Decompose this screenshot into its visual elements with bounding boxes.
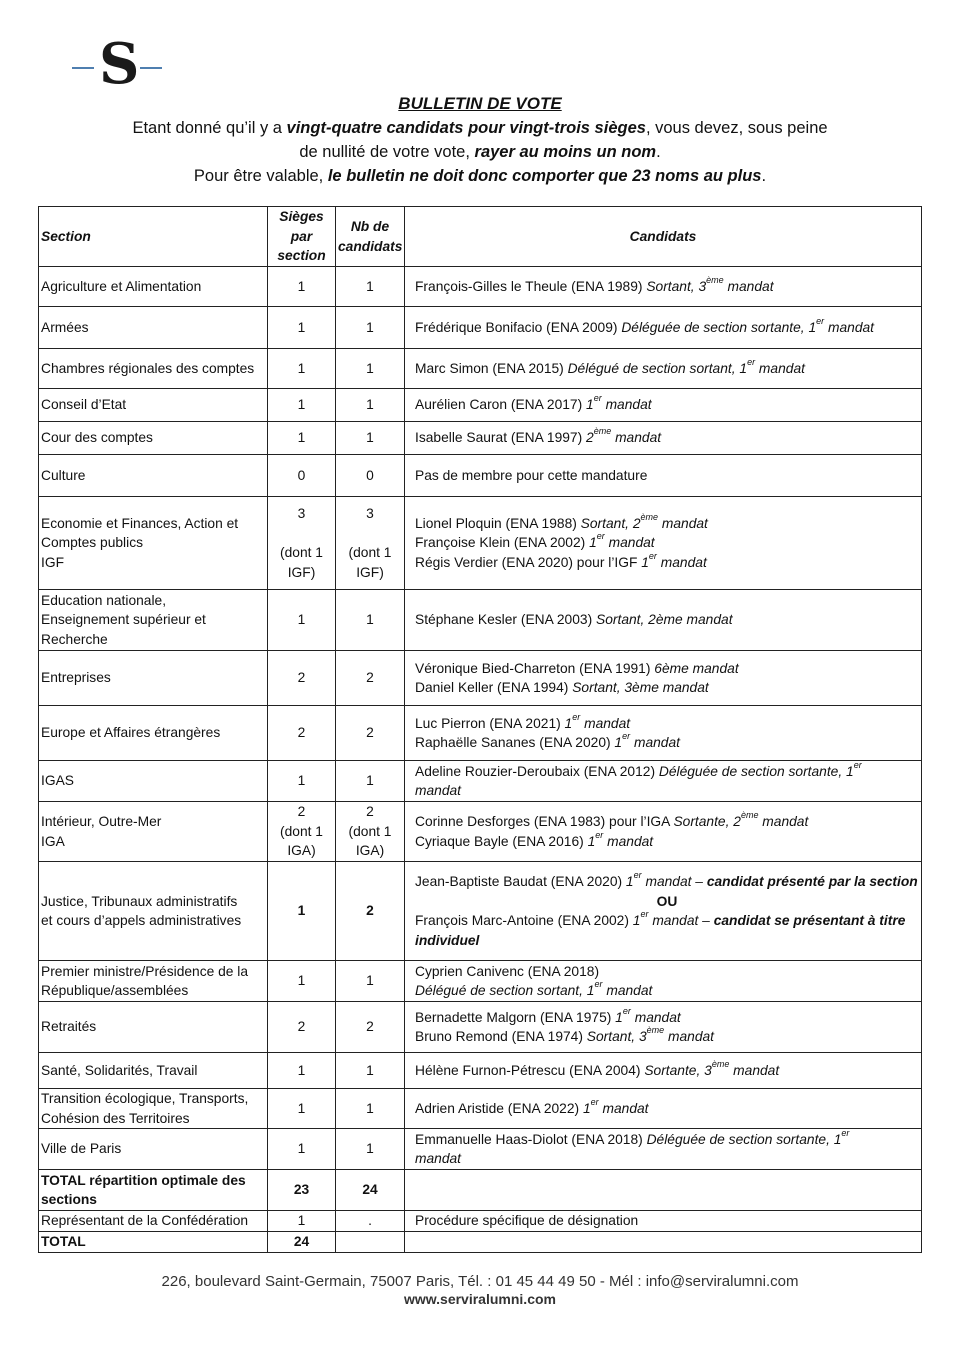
- sieges-cell: 23: [268, 1170, 336, 1211]
- section-cell: Cour des comptes: [39, 422, 268, 455]
- sieges-cell: 1: [268, 590, 336, 651]
- intro-line-1: [40, 116, 920, 140]
- nb-cell: 1: [336, 961, 405, 1002]
- candidate-cell: Adeline Rouzier-Deroubaix (ENA 2012) Déléguée de section sortante, 1er mandat: [405, 761, 922, 802]
- table-row: [39, 307, 922, 349]
- intro-text: .: [761, 167, 767, 185]
- table-row: [39, 1129, 922, 1170]
- sieges-cell: 2: [268, 1002, 336, 1053]
- candidate-cell: François-Gilles le Theule (ENA 1989) Sortant, 3ème mandat: [405, 267, 922, 307]
- nb-cell: 2: [336, 651, 405, 706]
- table-row: [39, 267, 922, 307]
- header-nb-candidats: Nb de candidats: [336, 207, 405, 267]
- nb-cell: 1: [336, 1129, 405, 1170]
- candidate-line: Raphaëlle Sananes (ENA 2020) 1er mandat: [415, 731, 680, 750]
- candidate-line: Régis Verdier (ENA 2020) pour l’IGF 1er mandat: [415, 550, 707, 570]
- intro-text: , vous devez, sous peine: [645, 119, 828, 137]
- candidate-cell: [405, 1002, 922, 1053]
- candidate-cell: Aurélien Caron (ENA 2017) 1er mandat: [405, 389, 922, 422]
- candidate-cell: [405, 802, 922, 862]
- intro-text: Etant donné qu’il y a: [132, 119, 287, 137]
- nb-cell: .: [336, 1211, 405, 1232]
- section-cell: Armées: [39, 307, 268, 349]
- section-cell: Conseil d’Etat: [39, 389, 268, 422]
- nb-cell: 1: [336, 590, 405, 651]
- intro: [40, 92, 920, 188]
- nb-cell: 24: [336, 1170, 405, 1211]
- nb-cell: 1: [336, 307, 405, 349]
- candidate-cell: [405, 1232, 922, 1253]
- table-row: [39, 1089, 922, 1129]
- nb-cell: 1: [336, 267, 405, 307]
- candidate-line: Délégué de section sortant, 1er mandat: [415, 979, 653, 998]
- section-cell: Santé, Solidarités, Travail: [39, 1053, 268, 1089]
- candidate-cell: Marc Simon (ENA 2015) Délégué de section sortant, 1er mandat: [405, 349, 922, 389]
- intro-emphasis: le bulletin ne doit donc comporter que 23 noms au plus: [327, 167, 762, 185]
- nb-cell: 1: [336, 1053, 405, 1089]
- candidate-line: Corinne Desforges (ENA 1983) pour l’IGA Sortante, 2ème mandat: [415, 810, 809, 829]
- table-row: [39, 389, 922, 422]
- candidate-line: Véronique Bied-Charreton (ENA 1991) 6ème mandat: [415, 660, 739, 676]
- sieges-cell: 24: [268, 1232, 336, 1253]
- candidate-line: Bernadette Malgorn (ENA 1975) 1er mandat: [415, 1005, 681, 1025]
- candidate-line: Françoise Klein (ENA 2002) 1er mandat: [415, 531, 655, 551]
- section-cell: Education nationale, Enseignement supérieur et Recherche: [39, 590, 268, 651]
- table-row: [39, 961, 922, 1002]
- nb-cell: 2: [336, 1002, 405, 1053]
- table-row-total: [39, 1232, 922, 1253]
- nb-cell: 1: [336, 349, 405, 389]
- candidate-cell: Pas de membre pour cette mandature: [405, 455, 922, 497]
- nb-cell: 1: [336, 389, 405, 422]
- sieges-cell: 1: [268, 862, 336, 961]
- nb-cell: 1: [336, 422, 405, 455]
- candidate-cell: Isabelle Saurat (ENA 1997) 2ème mandat: [405, 422, 922, 455]
- section-cell: Intérieur, Outre-Mer IGA: [39, 802, 268, 862]
- table-row: [39, 1002, 922, 1053]
- nb-cell: 3 (dont 1 IGF): [336, 497, 405, 590]
- logo-bar-right: [140, 67, 162, 69]
- table-row: [39, 590, 922, 651]
- section-cell: Retraités: [39, 1002, 268, 1053]
- candidate-line: Luc Pierron (ENA 2021) 1er mandat: [415, 711, 631, 731]
- candidate-line: Jean-Baptiste Baudat (ENA 2020) 1er mandat – candidat présenté par la section: [415, 870, 918, 889]
- footer-address: 226, boulevard Saint-Germain, 75007 Paris, Tél. : 01 45 44 49 50 - Mél : info@serviralumni.com: [161, 1273, 799, 1290]
- logo-bar-left: [72, 67, 94, 69]
- nb-cell: 0: [336, 455, 405, 497]
- sieges-cell: 1: [268, 961, 336, 1002]
- intro-emphasis: vingt-quatre candidats pour vingt-trois sièges: [286, 119, 646, 137]
- table-header-row: [39, 207, 922, 267]
- nb-cell: 1: [336, 761, 405, 802]
- candidate-line: Bruno Remond (ENA 1974) Sortant, 3ème mandat: [415, 1025, 714, 1044]
- header-sieges: Sièges par section: [268, 207, 336, 267]
- table-row: [39, 455, 922, 497]
- sieges-cell: 1: [268, 1053, 336, 1089]
- candidate-cell: Adrien Aristide (ENA 2022) 1er mandat: [405, 1089, 922, 1129]
- candidate-line: François Marc-Antoine (ENA 2002) 1er mandat – candidat se présentant à titre individuel: [415, 909, 906, 948]
- intro-emphasis: rayer au moins un nom: [474, 143, 657, 161]
- table-row: [39, 1053, 922, 1089]
- candidate-cell: [405, 1170, 922, 1211]
- nb-cell: [336, 1232, 405, 1253]
- candidate-line: Daniel Keller (ENA 1994) Sortant, 3ème mandat: [415, 680, 709, 695]
- candidate-cell: [405, 862, 922, 961]
- sieges-cell: 2: [268, 706, 336, 761]
- sieges-cell: 1: [268, 1089, 336, 1129]
- sieges-cell: 2: [268, 651, 336, 706]
- intro-text: Pour être valable,: [193, 167, 328, 185]
- header-candidats: Candidats: [405, 207, 922, 267]
- sieges-cell: 2 (dont 1 IGA): [268, 802, 336, 862]
- candidate-cell: [405, 497, 922, 590]
- page-title: BULLETIN DE VOTE: [398, 94, 562, 113]
- section-cell: Ville de Paris: [39, 1129, 268, 1170]
- logo: [72, 31, 164, 97]
- nb-cell: 2: [336, 862, 405, 961]
- candidate-cell: [405, 961, 922, 1002]
- section-cell: Justice, Tribunaux administratifs et cours d’appels administratives: [39, 862, 268, 961]
- sieges-cell: 1: [268, 389, 336, 422]
- section-cell: Culture: [39, 455, 268, 497]
- section-cell: IGAS: [39, 761, 268, 802]
- candidate-cell: Procédure spécifique de désignation: [405, 1211, 922, 1232]
- candidate-line: Cyriaque Bayle (ENA 2016) 1er mandat: [415, 829, 654, 849]
- sieges-cell: 1: [268, 761, 336, 802]
- section-cell: Entreprises: [39, 651, 268, 706]
- candidate-cell: Emmanuelle Haas-Diolot (ENA 2018) Déléguée de section sortante, 1er mandat: [405, 1129, 922, 1170]
- or-separator: OU: [656, 893, 678, 909]
- candidate-line: Cyprien Canivenc (ENA 2018): [415, 963, 600, 979]
- intro-text: de nullité de votre vote,: [299, 143, 475, 161]
- sieges-cell: 1: [268, 1129, 336, 1170]
- sieges-cell: 1: [268, 349, 336, 389]
- table-row: [39, 497, 922, 590]
- nb-cell: 1: [336, 1089, 405, 1129]
- table-row: [39, 802, 922, 862]
- candidate-cell: [405, 706, 922, 761]
- ballot-table: [38, 206, 922, 1253]
- candidate-line: Lionel Ploquin (ENA 1988) Sortant, 2ème mandat: [415, 511, 708, 531]
- table-row: [39, 862, 922, 961]
- section-cell: Transition écologique, Transports, Cohésion des Territoires: [39, 1089, 268, 1129]
- nb-cell: 2 (dont 1 IGA): [336, 802, 405, 862]
- section-cell: Représentant de la Confédération: [39, 1211, 268, 1232]
- section-cell: Chambres régionales des comptes: [39, 349, 268, 389]
- section-cell: TOTAL: [39, 1232, 268, 1253]
- intro-line-2: [40, 140, 920, 164]
- table-row: [39, 422, 922, 455]
- nb-cell: 2: [336, 706, 405, 761]
- sieges-cell: 1: [268, 267, 336, 307]
- logo-letter: S: [99, 31, 140, 97]
- candidate-cell: Frédérique Bonifacio (ENA 2009) Déléguée de section sortante, 1er mandat: [405, 307, 922, 349]
- sieges-cell: 3 (dont 1 IGF): [268, 497, 336, 590]
- section-cell: Premier ministre/Présidence de la République/assemblées: [39, 961, 268, 1002]
- sieges-cell: 1: [268, 307, 336, 349]
- sieges-cell: 1: [268, 422, 336, 455]
- section-cell: Economie et Finances, Action et Comptes publics IGF: [39, 497, 268, 590]
- section-cell: TOTAL répartition optimale des sections: [39, 1170, 268, 1211]
- table-row: [39, 1211, 922, 1232]
- table-row: [39, 761, 922, 802]
- table-row: [39, 651, 922, 706]
- sieges-cell: 1: [268, 1211, 336, 1232]
- candidate-cell: Stéphane Kesler (ENA 2003) Sortant, 2ème mandat: [405, 590, 922, 651]
- footer-website: www.serviralumni.com: [404, 1291, 556, 1307]
- header-section: Section: [39, 207, 268, 267]
- table-row: [39, 706, 922, 761]
- candidate-cell: [405, 651, 922, 706]
- candidate-cell: Hélène Furnon-Pétrescu (ENA 2004) Sortante, 3ème mandat: [405, 1053, 922, 1089]
- intro-text: .: [656, 143, 661, 161]
- table-row: [39, 349, 922, 389]
- section-cell: Europe et Affaires étrangères: [39, 706, 268, 761]
- intro-line-3: [40, 164, 920, 188]
- section-cell: Agriculture et Alimentation: [39, 267, 268, 307]
- sieges-cell: 0: [268, 455, 336, 497]
- table-row-subtotal: [39, 1170, 922, 1211]
